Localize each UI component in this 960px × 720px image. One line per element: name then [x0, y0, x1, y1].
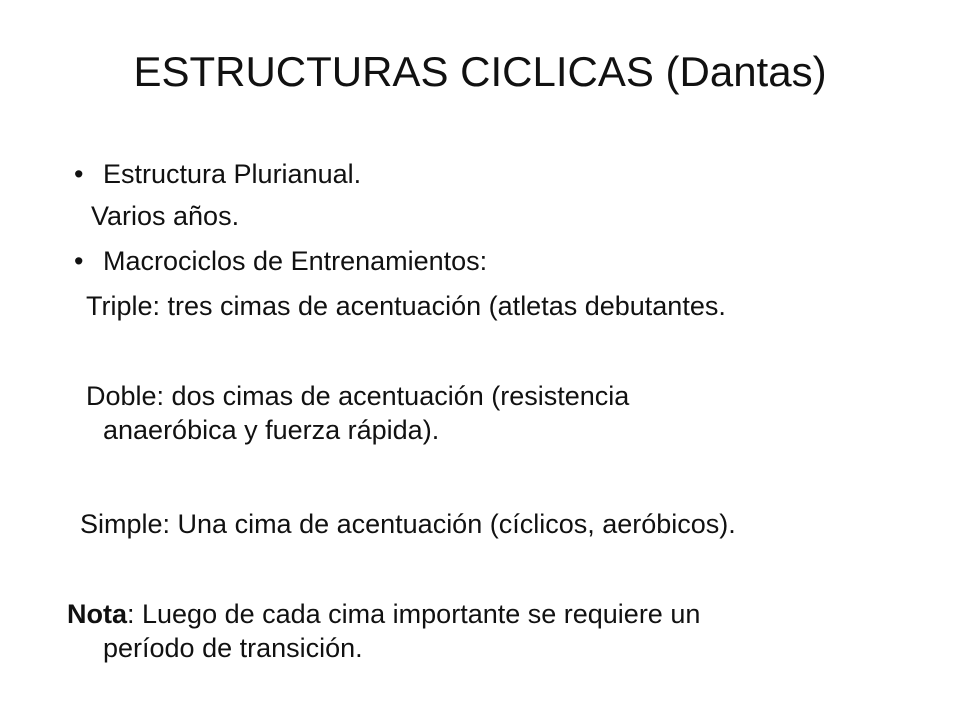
text-triple: Triple: tres cimas de acentuación (atletas debutantes. [86, 291, 726, 321]
text-doble-line1: Doble: dos cimas de acentuación (resistencia [86, 381, 630, 411]
bullet-text-estructura: Estructura Plurianual. [103, 159, 362, 189]
bullet-text-macrociclos: Macrociclos de Entrenamientos: [103, 246, 488, 276]
slide-title: ESTRUCTURAS CICLICAS (Dantas) [133, 48, 827, 95]
note-line1 [67, 598, 700, 630]
text-doble-line2: anaeróbica y fuerza rápida). [103, 415, 440, 445]
note-text-1: : Luego de cada cima importante se requiere un [127, 599, 701, 629]
bullet-icon: • [74, 159, 84, 189]
text-simple: Simple: Una cima de acentuación (cíclicos, aeróbicos). [80, 509, 736, 539]
bullet-icon: • [74, 246, 84, 276]
sub-text-varios: Varios años. [91, 201, 240, 231]
note-label: Nota [67, 599, 127, 629]
note-line2: período de transición. [103, 633, 363, 663]
